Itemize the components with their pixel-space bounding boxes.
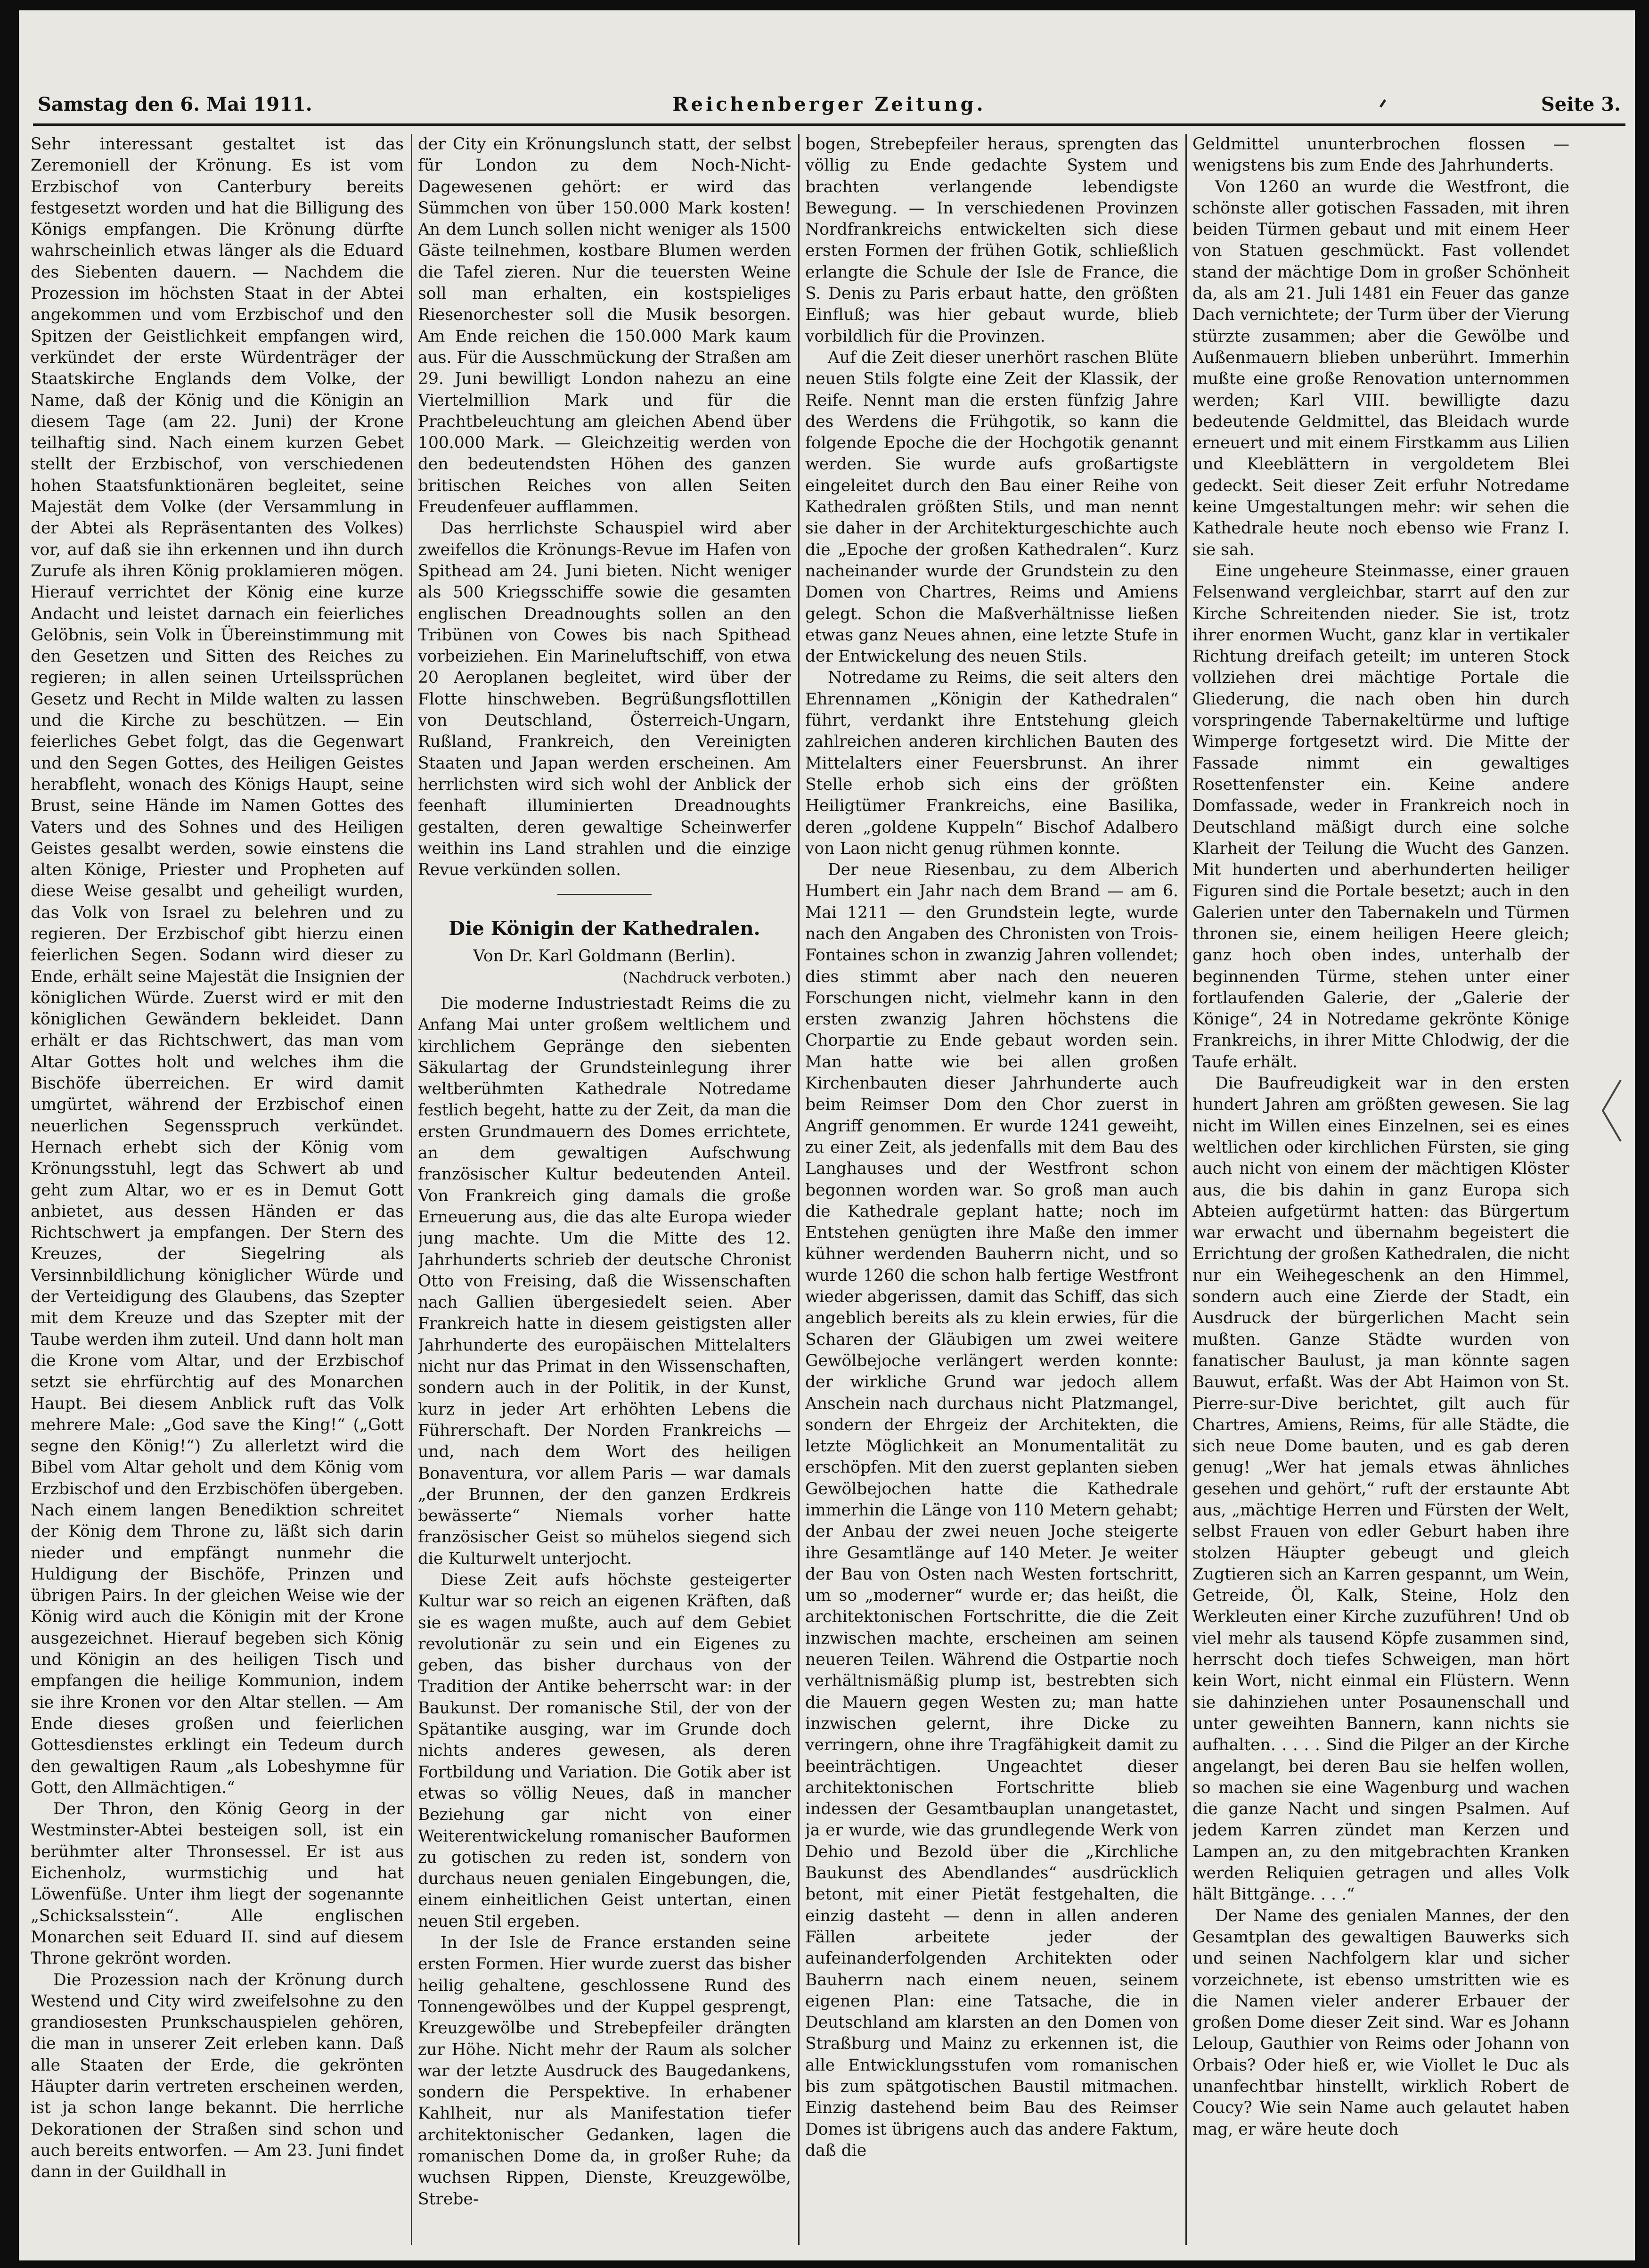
article-title: Die Königin der Kathedralen. [449,917,760,940]
newspaper-page [19,10,1635,2260]
paragraph: Auf die Zeit dieser unerhört raschen Blüte neuen Stils folgte eine Zeit der Klassik, der Reife. Nennt man die ersten fünfzig Jahre des Werdens die Frühgotik, so kann die folgende Epoche die der Hochgotik genannt werden. Sie wurde aufs großartigste eingeleitet durch den Bau einer Reihe von Kathedralen größten Stils, und man nennt sie daher in der Architekturgeschichte auch die „Epoche der großen Kathedralen“. Kurz nacheinander wurde der Grundstein zu den Domen von Chartres, Reims und Amiens gelegt. Schon die Maßverhältnisse ließen etwas ganz Neues ahnen, eine letzte Stufe in der Entwickelung des neuen Stils. [805,348,1178,666]
pen-bracket-mark [1603,1080,1621,1141]
paragraph: Sehr interessant gestaltet ist das Zeremoniell der Krönung. Es ist vom Erzbischof von Canterbury bereits festgesetzt worden und hat die Billigung des Königs empfangen. Die Krönung dürfte wahrscheinlich etwas länger als die Eduard des Siebenten dauern. — Nachdem die Prozession im höchsten Staat in der Abtei angekommen und vom Erzbischof und den Spitzen der Geistlichkeit empfangen wird, verkündet der erste Würdenträger der Staatskirche Englands dem Volke, der Name, daß der König und die Königin an diesem Tage (am 22. Juni) der Krone teilhaftig sind. Nach einem kurzen Gebet stellt der Erzbischof, von verschiedenen hohen Staatsfunktionären begleitet, seine Majestät dem Volke (der Versammlung in der Abtei als Repräsentanten des Volkes) vor, auf daß sie ihn erkennen und ihn durch Zurufe als ihren König proklamieren mögen. Hierauf verrichtet der König eine kurze Andacht und leistet darnach ein feierliches Gelöbnis, sein Volk in Übereinstimmung mit den Gesetzen und Sitten des Reiches zu regieren; in allen seinen Urteilssprüchen Gesetz und Recht in Milde walten zu lassen und die Kirche zu beschützen. — Ein feierliches Gebet folgt, das die Gegenwart und den Segen Gottes, des Heiligen Geistes herabfleht, wonach des Königs Haupt, seine Brust, seine Hände im Namen Gottes des Vaters und des Sohnes und des Heiligen Geistes gesalbt werden, sowie einstens die alten Könige, Priester und Propheten auf diese Weise gesalbt und geheiligt wurden, das Volk von Israel zu belehren und zu regieren. Der Erzbischof gibt hierzu einen feierlichen Segen. Sodann wird dieser zu Ende, erhält seine Majestät die Insignien der königlichen Würde. Zuerst wird er mit den königlichen Gewändern bekleidet. Dann erhält er das Richtschwert, das man vom Altar Gottes holt und welches ihm die Bischöfe überreichen. Er wird damit umgürtet, während der Erzbischof einen neuerlichen Segensspruch verkündet. Hernach erhebt sich der König vom Krönungsstuhl, legt das Schwert ab und geht zum Altar, wo er es in Demut Gott anbietet, aus dessen Händen er das Richtschwert ja empfangen. Der Stern des Kreuzes, der Siegelring als Versinnbildlichung königlicher Würde und der Verteidigung des Glaubens, das Szepter mit dem Kreuze und das Szepter mit der Taube werden ihm zuteil. Und dann holt man die Krone vom Altar, und der Erzbischof setzt sie ehrfürchtig auf des Monarchen Haupt. Bei diesem Anblick ruft das Volk mehrere Male: „God save the King!“ („Gott segne den König!“) Zu allerletzt wird die Bibel vom Altar geholt und dem König vom Erzbischof und den Erzbischöfen übergeben. Nach einem langen Benediktion schreitet der König dem Throne zu, läßt sich darin nieder und empfängt nunmehr die Huldigung der Bischöfe, Prinzen und übrigen Pairs. In der gleichen Weise wie der König wird auch die Königin mit der Krone ausgezeichnet. Hierauf begeben sich König und Königin an des heiligen Tisch und empfangen die heilige Kommunion, indem sie ihre Kronen vor den Altar stellen. — Am Ende dieses großen und feierlichen Gottesdienstes erklingt ein Tedeum durch den gewaltigen Raum „als Lobeshymne für Gott, den Allmächtigen.“ [31,135,404,1797]
paragraph: Das herrlichste Schauspiel wird aber zweifellos die Krönungs-Revue im Hafen von Spithead am 24. Juni bieten. Nicht weniger als 500 Kriegsschiffe sowie die gesamten englischen Dreadnoughts sollen an den Tribünen von Cowes bis nach Spithead vorbeiziehen. Ein Marineluftschiff, von etwa 20 Aeroplanen begleitet, wird über der Flotte hinschweben. Begrüßungsflottillen von Deutschland, Österreich-Ungarn, Rußland, Frankreich, den Vereinigten Staaten und Japan werden erscheinen. Am herrlichsten wird sich wohl der Anblick der feenhaft illuminierten Dreadnoughts gestalten, deren gewaltige Scheinwerfer weithin ins Land strahlen und die einzige Revue verkünden sollen. [418,519,791,880]
paragraph: Der neue Riesenbau, zu dem Alberich Humbert ein Jahr nach dem Brand — am 6. Mai 1211 — den Grundstein legte, wurde nach den Angaben des Chronisten von Trois-Fontaines schon in zwanzig Jahren vollendet; dies stimmt aber nach den neueren Forschungen nicht, vielmehr kann in den ersten zwanzig Jahren höchstens die Chorpartie zu Ende gebaut worden sein. Man hatte wie bei allen großen Kirchenbauten dieser Jahrhunderte auch beim Reimser Dom den Chor zuerst in Angriff genommen. Er wurde 1241 geweiht, zu einer Zeit, als jedenfalls mit dem Bau des Langhauses und der Westfront schon begonnen worden war. So groß man auch die Kathedrale geplant hatte; noch im Entstehen genügten ihre Maße den immer kühner werdenden Bauherrn nicht, und so wurde 1260 die schon halb fertige Westfront wieder abgerissen, damit das Schiff, das sich angeblich bereits als zu klein erwies, für die Scharen der Gläubigen um zwei weitere Gewölbejoche verlängert werden konnte: der wirkliche Grund war jedoch allem Anschein nach durchaus nicht Platzmangel, sondern der Ehrgeiz der Architekten, die letzte Möglichkeit an Monumentalität zu erschöpfen. Mit den zuerst geplanten sieben Gewölbejochen hatte die Kathedrale immerhin die Länge von 110 Metern gehabt; der Anbau der zwei neuen Joche steigerte ihre Gesamtlänge auf 140 Meter. Je weiter der Bau von Osten nach Westen fortschritt, um so „moderner“ wurde er; das heißt, die architektonischen Fortschritte, die die Zeit inzwischen machte, erscheinen am seinen neueren Teilen. Während die Ostpartie noch verhältnismäßig plump ist, bestrebten sich die Mauern gegen Westen zu; man hatte inzwischen gelernt, ihre Dicke zu verringern, ohne ihre Tragfähigkeit damit zu beeinträchtigen. Ungeachtet dieser architektonischen Fortschritte blieb indessen der Gesamtbauplan unangetastet, ja er wurde, wie das grundlegende Werk von Dehio und Bezold über die „Kirchliche Baukunst des Abendlandes“ ausdrücklich betont, mit einer Pietät festgehalten, die einzig dasteht — denn in allen anderen Fällen arbeitete jeder der aufeinanderfolgenden Architekten oder Bauherrn nach einem neuen, seinem eigenen Plan: eine Tatsache, die in Deutschland am klarsten an den Domen von Straßburg und Mainz zu erkennen ist, die alle Entwicklungsstufen vom romanischen bis zum spätgotischen Baustil mitmachen. Einzig dastehend beim Bau des Reimser Domes ist übrigens auch das andere Faktum, daß die [805,860,1178,2160]
paragraph: Eine ungeheure Steinmasse, einer grauen Felsenwand vergleichbar, starrt auf den zur Kirche Schreitenden nieder. Sie ist, trotz ihrer enormen Wucht, ganz klar in vertikaler Richtung dreifach geteilt; im unteren Stock vollziehen drei mächtige Portale die Gliederung, die nach oben hin durch vorspringende Tabernakeltürme und luftige Wimperge fortgesetzt wird. Die Mitte der Fassade nimmt ein gewaltiges Rosettenfenster ein. Keine andere Domfassade, weder in Frankreich noch in Deutschland mäßigt durch eine solche Klarheit der Teilung die Wucht des Ganzen. Mit hunderten und aberhunderten heiliger Figuren sind die Portale besetzt; auch in den Galerien unter den Tabernakeln und Türmen thronen sie, einem heiligen Heere gleich; ganz hoch oben indes, unterhalb der beginnenden Türme, stehen unter einer fortlaufenden Galerie, der „Galerie der Könige“, 24 in Notredame gekrönte Könige Frankreichs, in ihrer Mitte Chlodwig, der die Taufe erhält. [1192,561,1569,1072]
paragraph: Die Prozession nach der Krönung durch Westend und City wird zweifelsohne zu den grandiosesten Prunkschauspielen gehören, die man in unserer Zeit erleben kann. Daß alle Staaten der Erde, die gekrönten Häupter darin vertreten erscheinen werden, ist ja schon lange bekannt. Die herrliche Dekorationen der Straßen sind schon und auch bereits entworfen. — Am 23. Juni findet dann in der Guildhall in [31,1970,404,2182]
scan-marks [19,10,1635,2260]
paragraph: der City ein Krönungslunch statt, der selbst für London zu dem Noch-Nicht-Dagewesenen gehört: er wird das Sümmchen von über 150.000 Mark kosten! An dem Lunch sollen nicht weniger als 1500 Gäste teilnehmen, kostbare Blumen werden die Tafel zieren. Nur die teuersten Weine soll man erhalten, ein kostspieliges Riesenorchester soll die Musik besorgen. Am Ende reichen die 150.000 Mark kaum aus. Für die Ausschmückung der Straßen am 29. Juni bewilligt London nahezu an eine Viertelmillion Mark und für die Prachtbeleuchtung am gleichen Abend über 100.000 Mark. — Gleichzeitig werden von den bedeutendsten Höhen des ganzen britischen Reiches von allen Seiten Freudenfeuer aufflammen. [418,135,791,517]
paragraph: Geldmittel ununterbrochen flossen — wenigstens bis zum Ende des Jahrhunderts. [1192,135,1569,175]
paragraph: Der Thron, den König Georg in der Westminster-Abtei besteigen soll, ist ein berühmter alter Thronsessel. Er ist aus Eichenholz, wurmstichig und hat Löwenfüße. Unter ihm liegt der sogenannte „Schicksalsstein“. Alle englischen Monarchen seit Eduard II. sind auf diesem Throne gekrönt worden. [31,1800,404,1968]
paragraph: Die Baufreudigkeit war in den ersten hundert Jahren am größten gewesen. Sie lag nicht im Willen eines Einzelnen, sei es eines weltlichen oder kirchlichen Fürsten, sie ging auch nicht von einem der mächtigen Klöster aus, die bis dahin in ganz Europa sich Abteien aufgetürmt hatten: das Bürgertum war erwacht und übernahm begeistert die Errichtung der großen Kathedralen, die nicht nur ein Weihegeschenk an den Himmel, sondern auch eine Zierde der Stadt, ein Ausdruck der bürgerlichen Macht sein mußten. Ganze Städte wurden von fanatischer Baulust, ja man könnte sagen Bauwut, erfaßt. Was der Abt Haimon von St. Pierre-sur-Dive berichtet, gilt auch für Chartres, Amiens, Reims, für alle Städte, die sich neue Dome bauten, und es gab deren genug! „Wer hat jemals etwas ähnliches gesehen und gehört,“ ruft der erstaunte Abt aus, „mächtige Herren und Fürsten der Welt, selbst Frauen von edler Geburt haben ihre stolzen Häupter gebeugt und gleich Zugtieren sich an Karren gespannt, um Wein, Getreide, Öl, Kalk, Steine, Holz den Werkleuten einer Kirche zuzuführen! Und ob viel mehr als tausend Köpfe zusammen sind, herrscht doch tiefes Schweigen, man hört kein Wort, nicht einmal ein Flüstern. Wenn sie dahinziehen unter Posaunenschall und unter geweihten Bannern, kann nichts sie aufhalten. . . . . Sind die Pilger an der Kirche angelangt, bei deren Bau sie helfen wollen, so machen sie eine Wagenburg und wachen die ganze Nacht und singen Psalmen. Auf jedem Karren zündet man Kerzen und Lampen an, zu den mitgebrachten Kranken werden Reliquien getragen und alles Volk hält Bittgänge. . . .“ [1192,1074,1569,1904]
page-number: Seite 3. [1541,93,1621,115]
paragraph: Der Name des genialen Mannes, der den Gesamtplan des gewaltigen Bauwerks sich und seinen Nachfolgern klar und sicher vorzeichnete, ist ebenso umstritten wie es die Namen vieler anderer Erbauer der großen Dome dieser Zeit sind. War es Johann Leloup, Gauthier von Reims oder Johann von Orbais? Oder hieß er, wie Viollet le Duc als unanfechtbar hinstellt, wirklich Robert de Coucy? Wie sein Name auch gelautet haben mag, er wäre heute doch [1192,1906,1569,2139]
paragraph: Notredame zu Reims, die seit alters den Ehrennamen „Königin der Kathedralen“ führt, verdankt ihre Entstehung gleich zahlreichen anderen kirchlichen Bauten des Mittelalters einer Feuersbrunst. An ihrer Stelle erhob sich eins der größten Heiligtümer Frankreichs, eine Basilika, deren „goldene Kuppeln“ Bischof Adalbero von Laon nicht genug rühmen konnte. [805,668,1178,858]
masthead-title: Reichenberger Zeitung. [672,93,986,115]
paragraph: Die moderne Industriestadt Reims die zu Anfang Mai unter großem weltlichem und kirchlichem Gepränge den siebenten Säkulartag der Grundsteinlegung ihrer weltberühmten Kathedrale Notredame festlich begeht, hatte zu der Zeit, da man die ersten Grundmauern des Domes errichtete, an dem gewaltigen Aufschwung französischer Kultur bedeutenden Anteil. Von Frankreich ging damals die große Erneuerung aus, die das alte Europa wieder jung machte. Um die Mitte des 12. Jahrhunderts schrieb der deutsche Chronist Otto von Freising, daß die Wissenschaften nach Gallien übergesiedelt seien. Aber Frankreich hatte in diesem geistigsten aller Jahrhunderte des europäischen Mittelalters nicht nur das Primat in den Wissenschaften, sondern auch in der Politik, in der Kunst, kurz in jeder Art erhöhten Lebens die Führerschaft. Der Norden Frankreichs — und, nach dem Wort des heiligen Bonaventura, vor allem Paris — war damals „der Brunnen, der den ganzen Erdkreis bewässerte“ Niemals vorher hatte französischer Geist so mühelos siegend sich die Kulturwelt unterjocht. [418,994,791,1568]
paragraph: Diese Zeit aufs höchste gesteigerter Kultur war so reich an eigenen Kräften, daß sie es wagen mußte, auch auf dem Gebiet revolutionär zu sein und ein Eigenes zu geben, das bisher durchaus von der Tradition der Antike beherrscht war: in der Baukunst. Der romanische Stil, der von der Spätantike ausging, war im Grunde doch nichts anderes gewesen, als deren Fortbildung und Variation. Die Gotik aber ist etwas so völlig Neues, daß in mancher Beziehung gar nicht von einer Weiterentwickelung romanischer Bauformen zu gotischen zu reden ist, sondern von durchaus neuen genialen Eingebungen, die, einem einheitlichen Geist untertan, einen neuen Stil ergeben. [418,1571,791,1931]
paragraph: Von 1260 an wurde die Westfront, die schönste aller gotischen Fassaden, mit ihren beiden Türmen gebaut und mit einem Heer von Statuen geschmückt. Fast vollendet stand der mächtige Dom in großer Schönheit da, als am 21. Juli 1481 ein Feuer das ganze Dach vernichtete; der Turm über der Vierung stürzte zusammen; aber die Gewölbe und Außenmauern blieben unberührt. Immerhin mußte eine große Renovation unternommen werden; Karl VIII. bewilligte dazu bedeutende Geldmittel, das Bleidach wurde erneuert und mit einem Firstkamm aus Lilien und Kleeblättern in vergoldetem Blei gedeckt. Seit dieser Zeit erfuhr Notredame keine Umgestaltungen mehr: wir sehen die Kathedrale heute noch ebenso wie Franz I. sie sah. [1192,177,1569,559]
pen-tick-mark [1380,100,1385,107]
reprint-notice: (Nachdruck verboten.) [622,969,791,986]
header-date: Samstag den 6. Mai 1911. [38,93,312,115]
article-byline: Von Dr. Karl Goldmann (Berlin). [473,947,736,966]
paragraph: bogen, Strebepfeiler heraus, sprengten das völlig zu Ende gedachte System und brachten verlangende lebendigste Bewegung. — In verschiedenen Provinzen Nordfrankreichs entwickelten sich diese ersten Formen der frühen Gotik, schließlich erlangte die Schule der Isle de France, die S. Denis zu Paris erbaut hatte, den größten Einfluß; was hier gebaut wurde, blieb vorbildlich für die Provinzen. [805,135,1178,346]
paragraph: In der Isle de France erstanden seine ersten Formen. Hier wurde zuerst das bisher heilig gehaltene, geschlossene Rund des Tonnengewölbes und der Kuppel gesprengt, Kreuzgewölbe und Strebepfeiler drängten zur Höhe. Nicht mehr der Raum als solcher war der letzte Ausdruck des Baugedankens, sondern die Perspektive. In erhabener Kahlheit, nur als Manifestation tiefer architektonischer Gedanken, lagen die romanischen Dome da, in großer Ruhe; da wuchsen Rippen, Dienste, Kreuzgewölbe, Strebe- [418,1933,791,2209]
